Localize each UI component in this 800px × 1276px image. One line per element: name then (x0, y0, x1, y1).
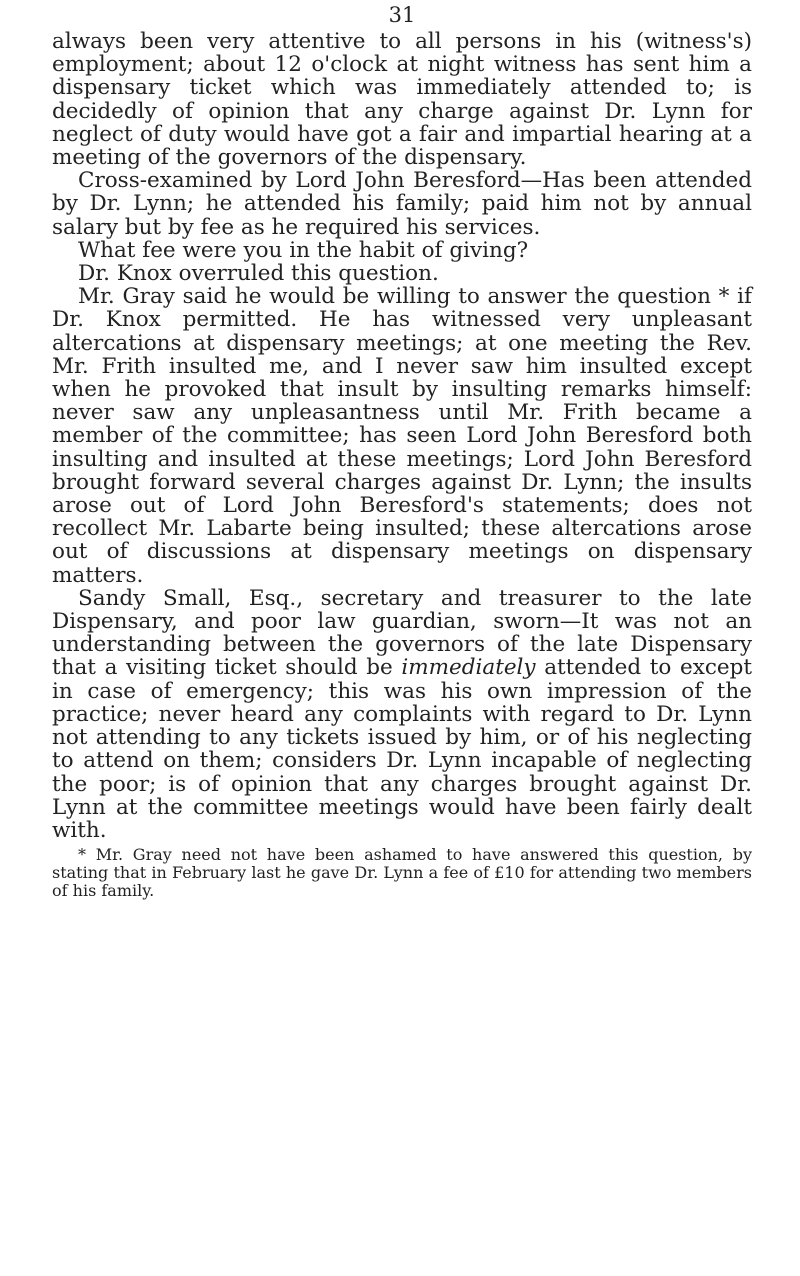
paragraph-cross-examination: Cross-examined by Lord John Beresford—Has been attended by Dr. Lynn; he attended his family; paid him not by annual salary but by fee as he required his services. (52, 168, 752, 240)
body-text (52, 30, 752, 842)
page-number: 31 (388, 3, 416, 27)
paragraph-mr-gray: Mr. Gray said he would be willing to answer the question * if Dr. Knox permitted. He has witnessed very unpleasant altercations at dispensary meetings; at one meeting the Rev. Mr. Frith insulted me, and I never saw him insulted except when he provoked that insult by insulting remarks himself: never saw any unpleasantness until Mr. Frith became a member of the committee; has seen Lord John Beresford both insulting and insulted at these meetings; Lord John Beresford brought forward several charges against Dr. Lynn; the insults arose out of Lord John Beresford's statements; does not recollect Mr. Labarte being insulted; these altercations arose out of discussions at dispensary meetings on dispensary matters. (52, 284, 752, 588)
footnote (52, 846, 752, 900)
sandy-small-text-b: attended to except in case of emergency; this was his own impression of the practice; never heard any complaints with regard to Dr. Lynn not attending to any tickets issued by him, or of his neglecting to attend on them; considers Dr. Lynn incapable of neglecting the poor; is of opinion that any charges brought against Dr. Lynn at the committee meetings would have been fairly dealt with. (52, 655, 752, 843)
document-page (52, 0, 752, 900)
footnote-text: * Mr. Gray need not have been ashamed to have answered this question, by stating that in February last he gave Dr. Lynn a fee of £10 for attending two members of his family. (52, 845, 752, 901)
sandy-small-text-a: Sandy Small, Esq., secretary and treasurer to the late Dispensary, and poor law guardian, sworn—It was not an understanding between the governors of the late Dispensary that a visiting ticket should be (52, 585, 752, 681)
paragraph-question: What fee were you in the habit of giving? (78, 237, 529, 263)
emphasis-immediately: immediately (401, 655, 536, 681)
paragraph-sandy-small (52, 587, 752, 842)
paragraph-continuation: always been very attentive to all persons in his (witness's) employment; about 12 o'clock at night witness has sent him a dispensary ticket which was immediately attended to; is decidedly of opinion that any charge against Dr. Lynn for neglect of duty would have got a fair and impartial hearing at a meeting of the governors of the dispensary. (52, 29, 752, 171)
paragraph-overruled: Dr. Knox overruled this question. (78, 261, 439, 287)
